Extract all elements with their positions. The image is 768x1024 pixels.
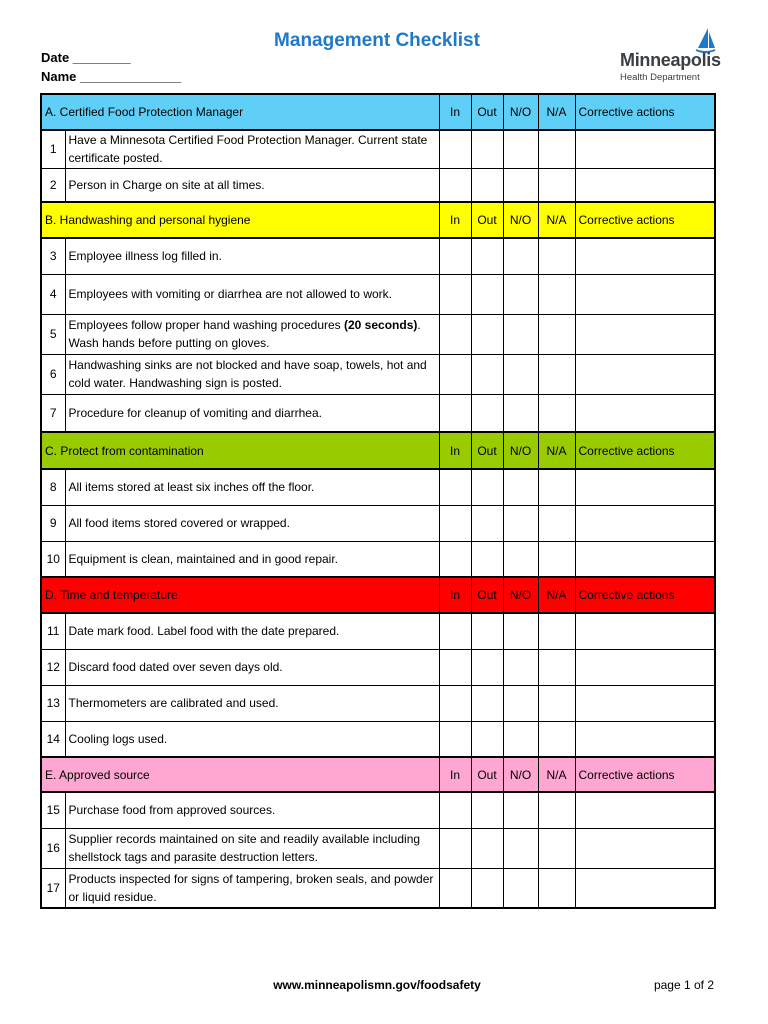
checkbox-cell-no[interactable] xyxy=(503,541,538,577)
item-text: Purchase food from approved sources. xyxy=(65,792,439,828)
item-text-part: Employees follow proper hand washing procedures xyxy=(68,318,344,332)
column-header-out: Out xyxy=(471,757,503,792)
section-title: B. Handwashing and personal hygiene xyxy=(41,202,439,238)
checkbox-cell-no[interactable] xyxy=(503,469,538,505)
checkbox-cell-corrective[interactable] xyxy=(575,394,715,432)
item-text: Have a Minnesota Certified Food Protection Manager. Current state certificate posted. xyxy=(65,130,439,168)
checkbox-cell-in[interactable] xyxy=(439,354,471,394)
checkbox-cell-corrective[interactable] xyxy=(575,238,715,274)
checkbox-cell-out[interactable] xyxy=(471,505,503,541)
item-text: Supplier records maintained on site and readily available including shellstock tags and parasite destruction letters. xyxy=(65,828,439,868)
checkbox-cell-in[interactable] xyxy=(439,649,471,685)
checkbox-cell-out[interactable] xyxy=(471,238,503,274)
checkbox-cell-corrective[interactable] xyxy=(575,505,715,541)
checklist-row xyxy=(41,168,715,202)
checkbox-cell-out[interactable] xyxy=(471,168,503,202)
name-field-label: Name ______________ xyxy=(41,69,182,84)
checklist-table xyxy=(40,93,716,909)
item-text: Employee illness log filled in. xyxy=(65,238,439,274)
checkbox-cell-na[interactable] xyxy=(538,649,575,685)
checkbox-cell-in[interactable] xyxy=(439,613,471,649)
checkbox-cell-no[interactable] xyxy=(503,238,538,274)
section-header-row xyxy=(41,94,715,130)
checkbox-cell-no[interactable] xyxy=(503,130,538,168)
checklist-row xyxy=(41,274,715,314)
checklist-row xyxy=(41,541,715,577)
checkbox-cell-na[interactable] xyxy=(538,168,575,202)
checkbox-cell-in[interactable] xyxy=(439,685,471,721)
item-text: All food items stored covered or wrapped. xyxy=(65,505,439,541)
checklist-row xyxy=(41,828,715,868)
item-number: 11 xyxy=(41,613,65,649)
item-text: Discard food dated over seven days old. xyxy=(65,649,439,685)
item-number: 9 xyxy=(41,505,65,541)
checkbox-cell-na[interactable] xyxy=(538,505,575,541)
checkbox-cell-na[interactable] xyxy=(538,792,575,828)
checklist-row xyxy=(41,238,715,274)
checkbox-cell-na[interactable] xyxy=(538,721,575,757)
section-header-row xyxy=(41,757,715,792)
checkbox-cell-corrective[interactable] xyxy=(575,649,715,685)
checklist-row xyxy=(41,868,715,908)
section-title: E. Approved source xyxy=(41,757,439,792)
checkbox-cell-no[interactable] xyxy=(503,828,538,868)
checklist-row xyxy=(41,130,715,168)
item-text-emphasis: (20 seconds) xyxy=(344,318,418,332)
date-field-label: Date ________ xyxy=(41,50,131,65)
column-header-corrective: Corrective actions xyxy=(575,202,715,238)
checkbox-cell-out[interactable] xyxy=(471,469,503,505)
checkbox-cell-out[interactable] xyxy=(471,354,503,394)
column-header-no: N/O xyxy=(503,94,538,130)
checkbox-cell-corrective[interactable] xyxy=(575,314,715,354)
checklist-row xyxy=(41,792,715,828)
checkbox-cell-no[interactable] xyxy=(503,721,538,757)
section-header-row xyxy=(41,202,715,238)
item-text-part: . Wash hands before putting on gloves. xyxy=(68,318,421,350)
item-number: 2 xyxy=(41,168,65,202)
checkbox-cell-corrective[interactable] xyxy=(575,828,715,868)
column-header-corrective: Corrective actions xyxy=(575,432,715,469)
checkbox-cell-corrective[interactable] xyxy=(575,868,715,908)
column-header-out: Out xyxy=(471,202,503,238)
checkbox-cell-out[interactable] xyxy=(471,649,503,685)
checkbox-cell-na[interactable] xyxy=(538,828,575,868)
item-text: Date mark food. Label food with the date prepared. xyxy=(65,613,439,649)
column-header-na: N/A xyxy=(538,757,575,792)
checkbox-cell-no[interactable] xyxy=(503,354,538,394)
column-header-na: N/A xyxy=(538,94,575,130)
logo-wordmark: Minneapolis xyxy=(620,50,721,70)
checklist-row xyxy=(41,721,715,757)
column-header-corrective: Corrective actions xyxy=(575,94,715,130)
column-header-na: N/A xyxy=(538,432,575,469)
checkbox-cell-na[interactable] xyxy=(538,314,575,354)
column-header-out: Out xyxy=(471,94,503,130)
item-text xyxy=(65,314,439,354)
logo-subtitle: Health Department xyxy=(620,72,700,83)
checkbox-cell-no[interactable] xyxy=(503,274,538,314)
item-text: Employees with vomiting or diarrhea are not allowed to work. xyxy=(65,274,439,314)
item-text: Thermometers are calibrated and used. xyxy=(65,685,439,721)
checkbox-cell-corrective[interactable] xyxy=(575,541,715,577)
item-number: 3 xyxy=(41,238,65,274)
item-number: 15 xyxy=(41,792,65,828)
checkbox-cell-na[interactable] xyxy=(538,469,575,505)
column-header-na: N/A xyxy=(538,577,575,613)
section-title: D. Time and temperature xyxy=(41,577,439,613)
column-header-na: N/A xyxy=(538,202,575,238)
checkbox-cell-out[interactable] xyxy=(471,394,503,432)
checkbox-cell-no[interactable] xyxy=(503,792,538,828)
checkbox-cell-out[interactable] xyxy=(471,721,503,757)
checkbox-cell-corrective[interactable] xyxy=(575,469,715,505)
checkbox-cell-out[interactable] xyxy=(471,274,503,314)
item-number: 12 xyxy=(41,649,65,685)
footer-url: www.minneapolismn.gov/foodsafety xyxy=(273,978,481,992)
page-title: Management Checklist xyxy=(274,30,480,51)
column-header-in: In xyxy=(439,94,471,130)
checklist-row xyxy=(41,649,715,685)
section-header-row xyxy=(41,577,715,613)
page-number: page 1 of 2 xyxy=(653,978,714,992)
checkbox-cell-na[interactable] xyxy=(538,613,575,649)
column-header-no: N/O xyxy=(503,577,538,613)
checkbox-cell-no[interactable] xyxy=(503,505,538,541)
checkbox-cell-corrective[interactable] xyxy=(575,130,715,168)
checkbox-cell-no[interactable] xyxy=(503,168,538,202)
column-header-no: N/O xyxy=(503,202,538,238)
checkbox-cell-in[interactable] xyxy=(439,394,471,432)
checkbox-cell-out[interactable] xyxy=(471,792,503,828)
checkbox-cell-no[interactable] xyxy=(503,613,538,649)
checklist-row xyxy=(41,469,715,505)
column-header-in: In xyxy=(439,202,471,238)
minneapolis-logo xyxy=(618,26,721,86)
checkbox-cell-no[interactable] xyxy=(503,394,538,432)
checkbox-cell-in[interactable] xyxy=(439,505,471,541)
checkbox-cell-in[interactable] xyxy=(439,828,471,868)
item-number: 6 xyxy=(41,354,65,394)
checkbox-cell-in[interactable] xyxy=(439,274,471,314)
item-number: 8 xyxy=(41,469,65,505)
item-number: 10 xyxy=(41,541,65,577)
column-header-no: N/O xyxy=(503,757,538,792)
checkbox-cell-no[interactable] xyxy=(503,685,538,721)
checkbox-cell-na[interactable] xyxy=(538,685,575,721)
item-number: 5 xyxy=(41,314,65,354)
checkbox-cell-in[interactable] xyxy=(439,868,471,908)
item-text: Procedure for cleanup of vomiting and diarrhea. xyxy=(65,394,439,432)
column-header-out: Out xyxy=(471,432,503,469)
column-header-corrective: Corrective actions xyxy=(575,757,715,792)
checklist-row xyxy=(41,354,715,394)
checkbox-cell-corrective[interactable] xyxy=(575,613,715,649)
checklist-row xyxy=(41,314,715,354)
column-header-no: N/O xyxy=(503,432,538,469)
section-header-row xyxy=(41,432,715,469)
checkbox-cell-corrective[interactable] xyxy=(575,168,715,202)
checkbox-cell-corrective[interactable] xyxy=(575,685,715,721)
checkbox-cell-in[interactable] xyxy=(439,541,471,577)
item-number: 7 xyxy=(41,394,65,432)
checkbox-cell-corrective[interactable] xyxy=(575,274,715,314)
item-text: Person in Charge on site at all times. xyxy=(65,168,439,202)
item-text: Equipment is clean, maintained and in good repair. xyxy=(65,541,439,577)
checkbox-cell-out[interactable] xyxy=(471,685,503,721)
checkbox-cell-in[interactable] xyxy=(439,314,471,354)
column-header-in: In xyxy=(439,577,471,613)
column-header-in: In xyxy=(439,757,471,792)
checkbox-cell-in[interactable] xyxy=(439,721,471,757)
checkbox-cell-out[interactable] xyxy=(471,541,503,577)
checkbox-cell-in[interactable] xyxy=(439,792,471,828)
checkbox-cell-na[interactable] xyxy=(538,541,575,577)
checkbox-cell-out[interactable] xyxy=(471,868,503,908)
section-title: C. Protect from contamination xyxy=(41,432,439,469)
column-header-in: In xyxy=(439,432,471,469)
checkbox-cell-out[interactable] xyxy=(471,613,503,649)
checkbox-cell-na[interactable] xyxy=(538,238,575,274)
checkbox-cell-out[interactable] xyxy=(471,130,503,168)
checkbox-cell-na[interactable] xyxy=(538,354,575,394)
item-text: Cooling logs used. xyxy=(65,721,439,757)
item-number: 13 xyxy=(41,685,65,721)
item-number: 14 xyxy=(41,721,65,757)
checklist-row xyxy=(41,613,715,649)
checkbox-cell-na[interactable] xyxy=(538,394,575,432)
section-title: A. Certified Food Protection Manager xyxy=(41,94,439,130)
checklist-row xyxy=(41,394,715,432)
column-header-out: Out xyxy=(471,577,503,613)
checkbox-cell-corrective[interactable] xyxy=(575,354,715,394)
item-number: 17 xyxy=(41,868,65,908)
checkbox-cell-na[interactable] xyxy=(538,868,575,908)
checkbox-cell-no[interactable] xyxy=(503,868,538,908)
checklist-row xyxy=(41,685,715,721)
checkbox-cell-out[interactable] xyxy=(471,314,503,354)
item-text: All items stored at least six inches off the floor. xyxy=(65,469,439,505)
checkbox-cell-no[interactable] xyxy=(503,649,538,685)
checkbox-cell-no[interactable] xyxy=(503,314,538,354)
item-number: 1 xyxy=(41,130,65,168)
checkbox-cell-in[interactable] xyxy=(439,238,471,274)
item-text: Handwashing sinks are not blocked and have soap, towels, hot and cold water. Handwashing sign is posted. xyxy=(65,354,439,394)
item-number: 4 xyxy=(41,274,65,314)
item-number: 16 xyxy=(41,828,65,868)
checkbox-cell-corrective[interactable] xyxy=(575,792,715,828)
checkbox-cell-in[interactable] xyxy=(439,168,471,202)
checkbox-cell-corrective[interactable] xyxy=(575,721,715,757)
checkbox-cell-in[interactable] xyxy=(439,469,471,505)
item-text: Products inspected for signs of tampering, broken seals, and powder or liquid residue. xyxy=(65,868,439,908)
checkbox-cell-na[interactable] xyxy=(538,274,575,314)
column-header-corrective: Corrective actions xyxy=(575,577,715,613)
checkbox-cell-out[interactable] xyxy=(471,828,503,868)
checkbox-cell-in[interactable] xyxy=(439,130,471,168)
checklist-row xyxy=(41,505,715,541)
checkbox-cell-na[interactable] xyxy=(538,130,575,168)
